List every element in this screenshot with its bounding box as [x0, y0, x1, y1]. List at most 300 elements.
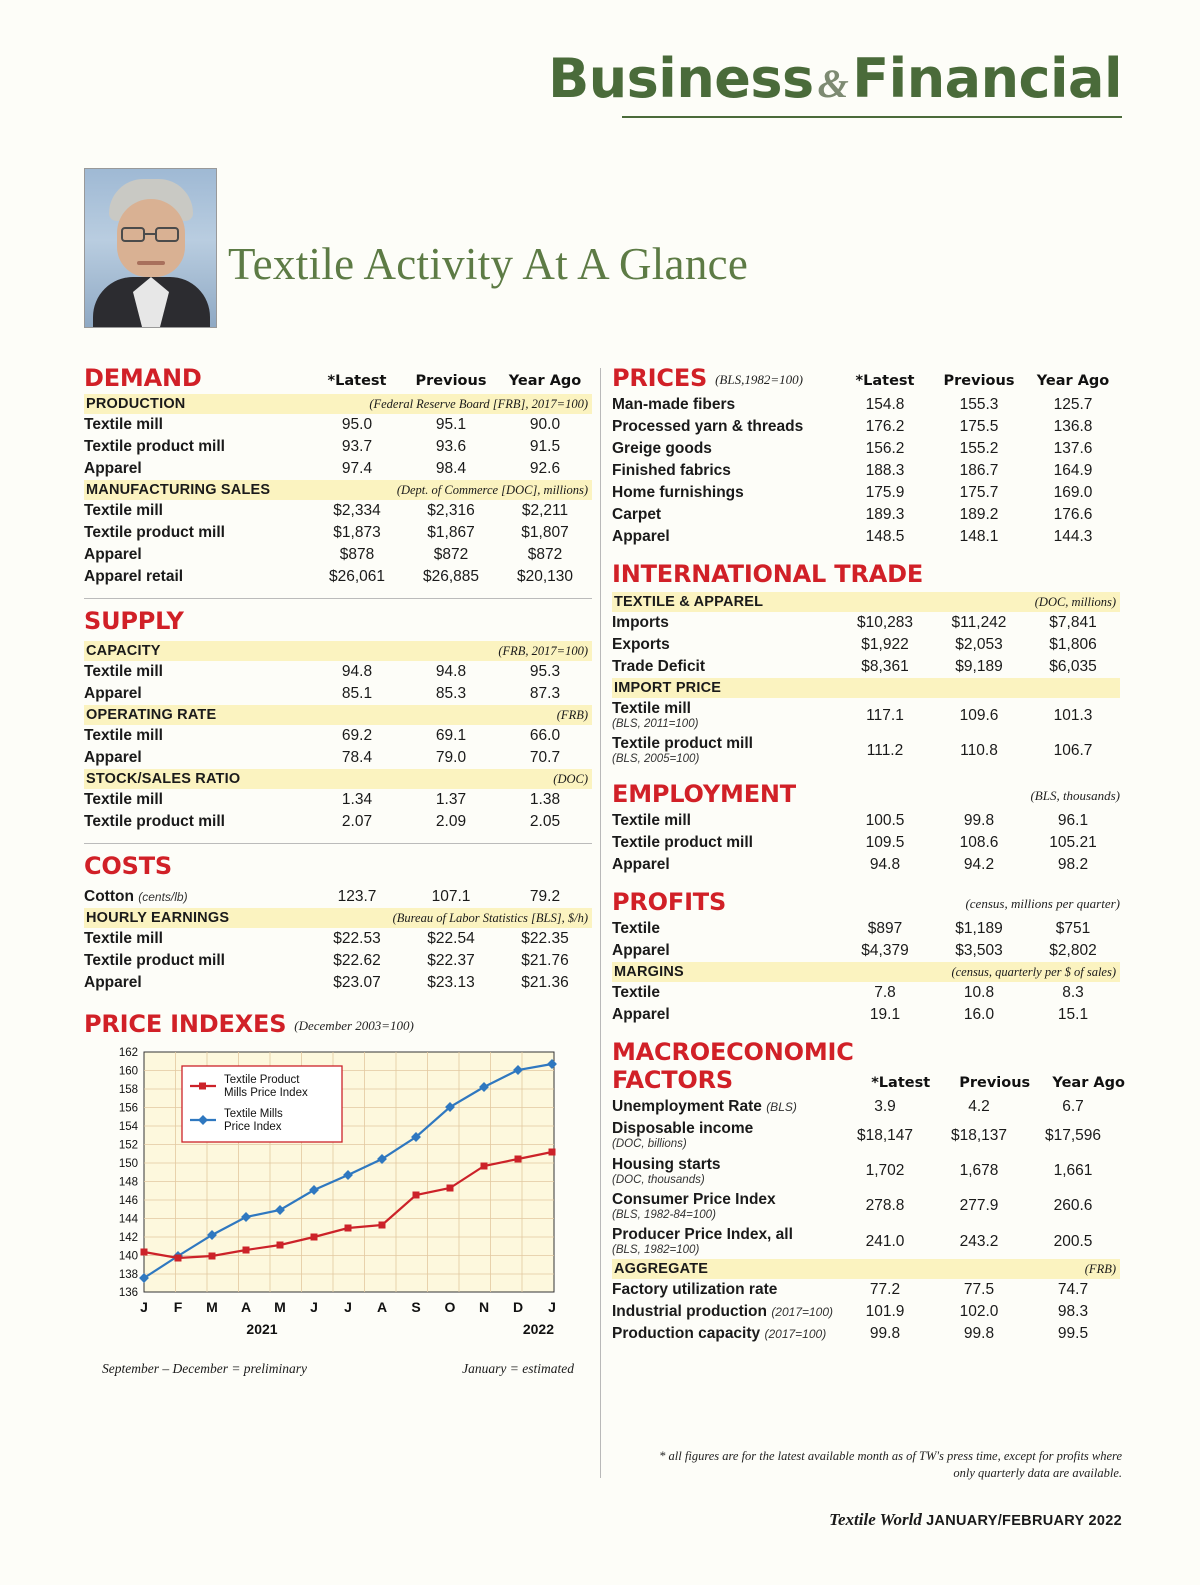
row-label-text: Industrial production [612, 1303, 767, 1321]
row-value-year-ago: 125.7 [1053, 396, 1093, 413]
table-row [612, 656, 1120, 678]
row-value-previous: 1.37 [435, 791, 467, 808]
table-row [84, 928, 592, 950]
headshot-glasses-right [155, 227, 179, 242]
row-label: Exports [612, 636, 670, 653]
row-value-latest: $10,283 [856, 614, 914, 631]
colhdr-previous: Previous [959, 1075, 1031, 1092]
row-value-latest: $8,361 [861, 658, 909, 675]
row-value-previous: 110.8 [960, 741, 998, 759]
row-value-previous: 186.7 [959, 462, 999, 479]
row-value-year-ago: 96.1 [1057, 812, 1089, 830]
row-value-year-ago: 200.5 [1053, 1232, 1093, 1250]
table-international-trade [612, 592, 1120, 768]
row-label: Apparel [84, 460, 142, 477]
row-value-latest: 85.1 [341, 685, 373, 702]
row-label-cotton [84, 886, 310, 908]
band-note-manufacturing-sales: (Dept. of Commerce [DOC], millions) [396, 482, 588, 497]
divider-after-supply [84, 843, 592, 844]
row-label [612, 698, 838, 733]
colhdr-latest: *Latest [871, 1075, 931, 1092]
row-label: Greige goods [612, 440, 712, 457]
row-label-text: Producer Price Index, all [612, 1226, 793, 1244]
row-label: Home furnishings [612, 484, 744, 501]
headshot-mouth [137, 261, 165, 265]
row-label: Apparel [612, 1006, 670, 1024]
row-value-previous: 277.9 [959, 1197, 999, 1215]
svg-text:J: J [344, 1299, 352, 1315]
band-note-hourly-earnings: (Bureau of Labor Statistics [BLS], $/h) [392, 910, 588, 925]
row-value-year-ago: 260.6 [1053, 1197, 1093, 1215]
colhdr-latest: *Latest [855, 373, 915, 389]
row-value-previous: 189.2 [959, 506, 999, 523]
svg-text:162: 162 [118, 1047, 138, 1059]
row-value-previous: 69.1 [435, 727, 467, 744]
legend-label-textile-product-mills-2: Mills Price Index [224, 1087, 308, 1099]
svg-text:2022: 2022 [522, 1321, 554, 1337]
row-label-sub: (BLS, 2011=100) [612, 718, 699, 730]
headshot-glasses-left [121, 227, 145, 242]
row-value-year-ago: 2.05 [529, 813, 561, 830]
svg-text:140: 140 [118, 1250, 138, 1263]
cotton-label: Cotton [84, 888, 134, 905]
row-value-previous: 155.2 [959, 440, 999, 457]
table-row [612, 438, 1120, 460]
legend-label-textile-mills-2: Price Index [224, 1121, 282, 1133]
row-value-previous: $11,242 [951, 614, 1007, 631]
row-label: Textile product mill [612, 834, 753, 852]
row-value-previous: 16.0 [963, 1006, 995, 1024]
table-row [612, 482, 1120, 504]
row-value-year-ago: 144.3 [1053, 528, 1093, 545]
row-value-year-ago: 99.5 [1057, 1325, 1089, 1343]
section-title-international-trade: INTERNATIONAL TRADE [612, 560, 924, 588]
page-footnote: * all figures are for the latest available month as of TW's press time, except for profits where only quarterly data are available. [659, 1449, 1122, 1480]
row-label: Apparel [84, 685, 142, 702]
band-operating-rate [84, 705, 592, 725]
row-value-year-ago: $1,807 [521, 524, 569, 541]
row-value-previous: 4.2 [968, 1098, 990, 1116]
row-value-year-ago: 1.38 [529, 791, 561, 808]
row-label: Apparel [84, 546, 142, 563]
band-note-aggregate: (FRB) [1084, 1261, 1116, 1276]
svg-text:152: 152 [118, 1139, 138, 1152]
row-value-latest: 117.1 [866, 706, 904, 724]
row-value-previous: 175.5 [959, 418, 999, 435]
row-label [612, 733, 838, 768]
row-label: Apparel [612, 942, 670, 960]
table-row [612, 1118, 1120, 1153]
svg-text:148: 148 [118, 1176, 138, 1189]
table-row [84, 414, 592, 436]
row-label [612, 1118, 838, 1153]
svg-text:D: D [512, 1299, 524, 1315]
column-divider [600, 368, 601, 1478]
table-row [612, 1301, 1120, 1323]
row-value-latest: 7.8 [874, 984, 896, 1002]
band-margins [612, 962, 1120, 982]
row-value-previous: 243.2 [959, 1232, 999, 1250]
row-value-latest: 99.8 [869, 1325, 901, 1343]
row-value-previous: $872 [433, 546, 469, 563]
band-note-margins: (census, quarterly per $ of sales) [951, 964, 1116, 979]
row-label: Textile mill [84, 930, 163, 947]
colhdr-previous: Previous [943, 373, 1015, 389]
table-row [84, 500, 592, 522]
svg-text:160: 160 [118, 1065, 138, 1078]
row-label: Imports [612, 614, 669, 631]
table-row [84, 683, 592, 705]
row-value-previous: 93.6 [435, 438, 467, 455]
svg-text:N: N [478, 1299, 490, 1315]
price-indexes-svg [84, 1042, 592, 1342]
row-value-year-ago: 95.3 [529, 663, 561, 680]
row-value-year-ago: 91.5 [529, 438, 561, 455]
row-value-latest: 241.0 [865, 1232, 905, 1250]
issue-date: JANUARY/FEBRUARY 2022 [926, 1513, 1122, 1529]
row-label: Apparel [84, 749, 142, 766]
row-value-latest: 278.8 [865, 1197, 905, 1215]
legend-marker-textile-product-mills [199, 1083, 206, 1090]
masthead [548, 47, 1122, 118]
svg-text:O: O [444, 1299, 456, 1315]
section-note-profits: (census, millions per quarter) [965, 896, 1120, 912]
price-indexes-chart [84, 1042, 592, 1377]
section-title-costs: COSTS [84, 852, 172, 880]
author-headshot [84, 168, 217, 328]
row-value-latest: 176.2 [865, 418, 905, 435]
section-note-prices: (BLS,1982=100) [715, 372, 803, 387]
table-row [612, 1154, 1120, 1189]
row-value-year-ago: 92.6 [529, 460, 561, 477]
band-title-operating-rate: OPERATING RATE [86, 707, 217, 723]
table-row [612, 940, 1120, 962]
row-label: Finished fabrics [612, 462, 731, 479]
band-title-manufacturing-sales: MANUFACTURING SALES [86, 482, 271, 498]
row-value-year-ago: 15.1 [1057, 1006, 1089, 1024]
section-title-demand: DEMAND [84, 364, 202, 392]
page-title: Textile Activity At A Glance [228, 239, 749, 289]
divider-after-demand [84, 598, 592, 599]
row-value-previous: 155.3 [959, 396, 999, 413]
table-row [84, 522, 592, 544]
table-row [612, 416, 1120, 438]
row-value-previous: $2,053 [955, 636, 1003, 653]
row-label: Carpet [612, 506, 662, 523]
row-value-latest: 1,702 [865, 1162, 905, 1180]
band-note-stock-sales-ratio: (DOC) [553, 771, 588, 786]
chart-y-tick-labels [119, 1047, 139, 1299]
table-row [84, 789, 592, 811]
row-value-year-ago: $2,211 [521, 502, 569, 519]
row-value-previous: 1,678 [959, 1162, 999, 1180]
row-value-previous: 99.8 [963, 1325, 995, 1343]
row-value-latest: 93.7 [341, 438, 373, 455]
colhdr-year-ago: Year Ago [508, 373, 582, 389]
row-label: Textile [612, 920, 660, 938]
row-value-latest: $22.53 [333, 930, 381, 947]
page-footer [829, 1510, 1122, 1530]
band-manufacturing-sales [84, 480, 592, 500]
row-label: Trade Deficit [612, 658, 706, 675]
band-capacity [84, 641, 592, 661]
legend-label-textile-mills-1: Textile Mills [224, 1108, 283, 1120]
band-note-operating-rate: (FRB) [556, 707, 588, 722]
section-title-supply: SUPPLY [84, 607, 184, 635]
row-value-year-ago: 101.3 [1053, 706, 1093, 724]
band-textile-apparel [612, 592, 1120, 612]
band-title-import-price: IMPORT PRICE [614, 680, 722, 696]
masthead-rule [622, 116, 1122, 118]
row-value-latest: $878 [339, 546, 375, 563]
table-row [612, 854, 1120, 876]
row-value-previous: 148.1 [959, 528, 999, 545]
table-row [84, 747, 592, 769]
row-value-year-ago: 6.7 [1062, 1098, 1084, 1116]
row-label-text: Disposable income [612, 1120, 754, 1138]
row-value-latest: 94.8 [341, 663, 373, 680]
row-label-sub: (DOC, thousands) [612, 1173, 705, 1186]
band-title-capacity: CAPACITY [86, 643, 161, 659]
row-value-year-ago: $21.76 [521, 952, 569, 969]
row-value-latest: $4,379 [861, 942, 909, 960]
band-title-margins: MARGINS [614, 964, 684, 981]
row-value-year-ago: 74.7 [1057, 1281, 1089, 1299]
row-value-year-ago: $751 [1055, 920, 1091, 938]
table-row [612, 733, 1120, 768]
table-row [612, 1323, 1120, 1345]
row-label-text: Consumer Price Index [612, 1190, 776, 1208]
row-label-text: Unemployment Rate [612, 1098, 762, 1116]
left-column [84, 364, 592, 1377]
band-stock-sales-ratio [84, 769, 592, 789]
row-label [612, 1301, 838, 1323]
row-value-latest: $1,873 [333, 524, 381, 541]
row-value-year-ago: $21.36 [521, 974, 569, 991]
table-row [612, 1279, 1120, 1301]
row-value-year-ago: $1,806 [1049, 636, 1097, 653]
macro-column-headers [854, 1075, 1136, 1094]
section-demand-header [84, 364, 592, 392]
row-value-previous: 94.8 [435, 663, 467, 680]
row-label-sub: (BLS) [766, 1100, 797, 1115]
row-label-text: Factory utilization rate [612, 1281, 778, 1299]
row-label: Textile mill [84, 663, 163, 680]
table-row [84, 886, 592, 908]
colhdr-year-ago: Year Ago [1036, 373, 1110, 389]
row-value-latest: 154.8 [865, 396, 905, 413]
table-employment [612, 810, 1120, 876]
row-label [612, 1154, 838, 1189]
row-label [612, 1189, 838, 1224]
table-row [84, 566, 592, 588]
row-value-year-ago: 176.6 [1053, 506, 1093, 523]
table-row [612, 634, 1120, 656]
row-label [612, 1224, 838, 1259]
row-label [612, 1096, 838, 1118]
table-row [612, 698, 1120, 733]
row-value-previous: $9,189 [955, 658, 1003, 675]
svg-text:150: 150 [118, 1158, 138, 1170]
table-prices [612, 394, 1120, 548]
row-value-year-ago: $20,130 [516, 568, 574, 585]
colhdr-previous: Previous [415, 373, 487, 389]
masthead-financial: Financial [852, 47, 1122, 110]
row-value-latest: 1.34 [341, 791, 373, 808]
section-price-indexes-header [84, 1010, 592, 1038]
row-value-year-ago: 169.0 [1053, 484, 1093, 501]
row-label-text: Textile product mill [612, 735, 753, 753]
row-label: Apparel [612, 856, 670, 874]
row-value-latest: 189.3 [865, 506, 905, 523]
section-prices-header [612, 364, 1120, 392]
row-label: Textile mill [612, 812, 691, 830]
row-value-previous: $2,316 [427, 502, 475, 519]
row-label: Processed yarn & threads [612, 418, 804, 435]
section-profits-header [612, 888, 1120, 916]
row-value-latest: 69.2 [341, 727, 373, 744]
row-label-text: Textile mill [612, 700, 691, 717]
table-row [612, 982, 1120, 1004]
publication-name: Textile World [829, 1510, 922, 1529]
row-value-latest: 97.4 [341, 460, 373, 477]
row-value-latest: 100.5 [865, 812, 905, 830]
row-value-latest: 123.7 [337, 888, 377, 905]
row-label: Textile mill [84, 502, 163, 519]
table-row [612, 1189, 1120, 1224]
colhdr-year-ago: Year Ago [1052, 1075, 1125, 1092]
row-value-latest: 156.2 [865, 440, 905, 457]
svg-text:J: J [140, 1299, 148, 1315]
section-employment-header [612, 780, 1120, 808]
row-label-sub: (BLS, 2005=100) [612, 753, 700, 766]
section-title-price-indexes: PRICE INDEXES [84, 1010, 287, 1038]
row-label: Textile product mill [84, 438, 225, 455]
svg-text:S: S [411, 1299, 421, 1315]
row-value-year-ago: $7,841 [1049, 614, 1097, 631]
section-title-prices: PRICES [612, 364, 708, 392]
row-value-previous: $23.13 [427, 974, 475, 991]
cotton-unit: (cents/lb) [138, 890, 188, 904]
svg-text:M: M [206, 1299, 218, 1315]
table-costs [84, 886, 592, 994]
masthead-ampersand: & [817, 61, 849, 106]
masthead-title [548, 47, 1122, 110]
row-value-latest: $18,147 [856, 1127, 914, 1145]
table-row [84, 544, 592, 566]
row-label: Textile mill [84, 416, 163, 433]
chart-footnote-right: January = estimated [462, 1361, 574, 1376]
row-value-year-ago: $22.35 [521, 930, 569, 947]
row-value-previous: 109.6 [959, 706, 999, 724]
row-value-latest: 148.5 [865, 528, 905, 545]
svg-text:J: J [548, 1299, 556, 1315]
row-label [612, 1279, 838, 1301]
row-value-year-ago: 8.3 [1062, 984, 1084, 1002]
svg-text:156: 156 [118, 1102, 138, 1115]
svg-text:158: 158 [118, 1084, 138, 1096]
row-label: Apparel retail [84, 568, 184, 585]
svg-text:146: 146 [118, 1195, 138, 1207]
row-label: Textile mill [84, 791, 163, 808]
table-supply [84, 641, 592, 833]
row-value-previous: 10.8 [963, 984, 995, 1002]
row-value-previous: 85.3 [435, 685, 467, 702]
masthead-business: Business [548, 47, 814, 110]
row-value-latest: 94.8 [869, 856, 901, 874]
prices-column-headers [838, 373, 1120, 392]
row-label-sub: (BLS, 1982-84=100) [612, 1208, 716, 1221]
section-note-price-indexes: (December 2003=100) [294, 1018, 414, 1033]
colhdr-latest: *Latest [327, 373, 387, 389]
row-value-latest: 95.0 [341, 416, 373, 433]
row-value-latest: 78.4 [341, 749, 373, 766]
section-title-profits: PROFITS [612, 888, 727, 917]
table-row [84, 950, 592, 972]
row-value-year-ago: $872 [527, 546, 563, 563]
row-label-sub: (2017=100) [771, 1305, 834, 1320]
row-label-sub: (2017=100) [764, 1327, 827, 1342]
chart-footnotes [84, 1361, 592, 1377]
row-label: Textile product mill [84, 952, 225, 969]
row-value-year-ago: $6,035 [1049, 658, 1097, 675]
table-row [612, 1096, 1120, 1118]
chart-year-labels [246, 1321, 554, 1337]
row-value-latest: $2,334 [333, 502, 381, 519]
row-label: Apparel [84, 974, 142, 991]
band-note-capacity: (FRB, 2017=100) [498, 643, 588, 658]
headshot-glasses-bridge [145, 233, 155, 235]
table-row [84, 972, 592, 994]
section-note-employment: (BLS, thousands) [1030, 788, 1120, 804]
legend-label-textile-product-mills-1: Textile Product [224, 1074, 300, 1086]
row-value-latest: $1,922 [861, 636, 909, 653]
row-value-previous: 98.4 [435, 460, 467, 477]
table-production [84, 394, 592, 588]
chart-x-tick-labels [140, 1299, 556, 1315]
band-title-aggregate: AGGREGATE [614, 1261, 709, 1278]
table-row [84, 661, 592, 683]
row-value-year-ago: $17,596 [1044, 1127, 1102, 1145]
svg-text:136: 136 [118, 1287, 138, 1299]
row-label-text: Housing starts [612, 1155, 721, 1173]
row-value-latest: $22.62 [333, 952, 381, 969]
band-hourly-earnings [84, 908, 592, 928]
section-title-employment: EMPLOYMENT [612, 780, 796, 809]
row-value-previous: $22.54 [427, 930, 475, 947]
row-value-year-ago: 137.6 [1053, 440, 1093, 457]
section-macro-header [612, 1038, 1125, 1095]
row-value-latest: 2.07 [341, 813, 373, 830]
section-title-macroeconomic-factors: MACROECONOMIC FACTORS [612, 1038, 854, 1095]
row-value-previous: $26,885 [422, 568, 480, 585]
row-value-latest: 77.2 [869, 1281, 901, 1299]
row-value-year-ago: 79.2 [529, 888, 561, 905]
svg-text:154: 154 [118, 1121, 138, 1133]
band-title-hourly-earnings: HOURLY EARNINGS [86, 910, 230, 926]
table-row [612, 612, 1120, 634]
row-label-sub: (BLS, 1982=100) [612, 1244, 700, 1257]
row-label: Textile product mill [84, 813, 225, 830]
table-row [612, 1224, 1120, 1259]
row-value-latest: $26,061 [328, 568, 386, 585]
row-label: Man-made fibers [612, 396, 736, 413]
svg-text:138: 138 [118, 1269, 138, 1281]
row-value-previous: $22.37 [427, 952, 475, 969]
row-value-year-ago: 70.7 [529, 749, 561, 766]
row-value-year-ago: 136.8 [1053, 418, 1093, 435]
table-profits [612, 918, 1120, 1026]
